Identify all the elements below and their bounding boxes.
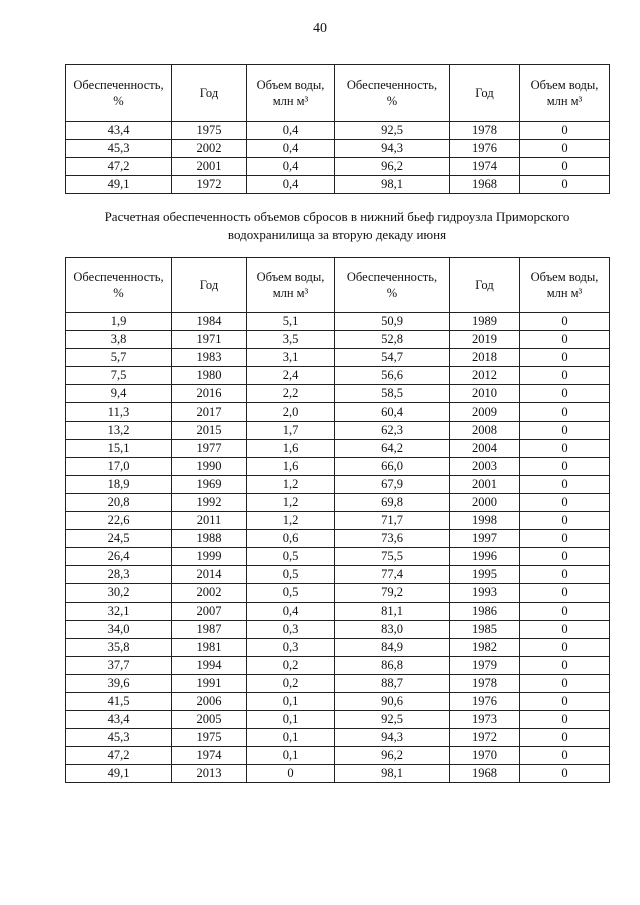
cell-provision: 96,2: [335, 747, 450, 765]
table-row: [66, 765, 610, 783]
cell-provision: 9,4: [66, 385, 172, 403]
cell-year: 1985: [450, 620, 520, 638]
cell-year: 1986: [450, 602, 520, 620]
table-row: [66, 674, 610, 692]
table-row: [66, 566, 610, 584]
cell-volume: 0,2: [247, 656, 335, 674]
table-row: [66, 620, 610, 638]
table-row: [66, 403, 610, 421]
cell-provision: 11,3: [66, 403, 172, 421]
cell-volume: 0,1: [247, 711, 335, 729]
cell-volume: 0: [520, 512, 610, 530]
cell-year: 2014: [172, 566, 247, 584]
cell-provision: 43,4: [66, 122, 172, 140]
table-row: [66, 122, 610, 140]
cell-year: 1992: [172, 493, 247, 511]
header-year: Год: [450, 65, 520, 122]
table-body: [66, 122, 610, 194]
cell-year: 1971: [172, 331, 247, 349]
cell-volume: 0: [520, 475, 610, 493]
header-provision: Обеспеченность, %: [335, 258, 450, 313]
cell-volume: 0,2: [247, 674, 335, 692]
cell-provision: 32,1: [66, 602, 172, 620]
table-caption: [65, 208, 609, 244]
cell-volume: 0,6: [247, 530, 335, 548]
cell-year: 2003: [450, 457, 520, 475]
cell-year: 1980: [172, 367, 247, 385]
cell-provision: 15,1: [66, 439, 172, 457]
table-header-row: [66, 258, 610, 313]
cell-year: 2002: [172, 140, 247, 158]
cell-year: 2011: [172, 512, 247, 530]
cell-provision: 35,8: [66, 638, 172, 656]
cell-volume: 0,4: [247, 158, 335, 176]
cell-provision: 3,8: [66, 331, 172, 349]
cell-provision: 73,6: [335, 530, 450, 548]
cell-volume: 0: [520, 493, 610, 511]
cell-provision: 98,1: [335, 765, 450, 783]
cell-year: 2000: [450, 493, 520, 511]
page-number: 40: [313, 21, 327, 36]
cell-year: 1995: [450, 566, 520, 584]
table-row: [66, 349, 610, 367]
cell-volume: 0,4: [247, 122, 335, 140]
table-row: [66, 692, 610, 710]
cell-year: 2018: [450, 349, 520, 367]
cell-provision: 1,9: [66, 313, 172, 331]
cell-provision: 17,0: [66, 457, 172, 475]
header-volume: Объем воды, млн м³: [247, 258, 335, 313]
caption-line: Расчетная обеспеченность объемов сбросов в нижний бьеф гидроузла Приморского: [104, 209, 570, 224]
cell-volume: 0: [520, 439, 610, 457]
cell-volume: 0: [520, 313, 610, 331]
cell-volume: 0: [520, 530, 610, 548]
cell-year: 1978: [450, 674, 520, 692]
cell-volume: 0,4: [247, 140, 335, 158]
cell-year: 1975: [172, 122, 247, 140]
cell-provision: 43,4: [66, 711, 172, 729]
cell-provision: 45,3: [66, 140, 172, 158]
cell-year: 2005: [172, 711, 247, 729]
cell-volume: 0: [520, 566, 610, 584]
cell-year: 1974: [172, 747, 247, 765]
cell-provision: 79,2: [335, 584, 450, 602]
cell-volume: 0: [247, 765, 335, 783]
cell-year: 1999: [172, 548, 247, 566]
cell-provision: 62,3: [335, 421, 450, 439]
cell-year: 1998: [450, 512, 520, 530]
cell-year: 1968: [450, 176, 520, 194]
cell-year: 1972: [172, 176, 247, 194]
cell-volume: 0: [520, 403, 610, 421]
table-row: [66, 385, 610, 403]
cell-volume: 0: [520, 620, 610, 638]
cell-volume: 0: [520, 548, 610, 566]
header-volume: Объем воды, млн м³: [520, 65, 610, 122]
provision-table-2: [65, 257, 610, 783]
cell-provision: 98,1: [335, 176, 450, 194]
cell-provision: 64,2: [335, 439, 450, 457]
cell-provision: 52,8: [335, 331, 450, 349]
cell-provision: 88,7: [335, 674, 450, 692]
cell-provision: 60,4: [335, 403, 450, 421]
cell-volume: 3,5: [247, 331, 335, 349]
cell-volume: 0,5: [247, 548, 335, 566]
cell-provision: 90,6: [335, 692, 450, 710]
cell-provision: 86,8: [335, 656, 450, 674]
cell-provision: 20,8: [66, 493, 172, 511]
cell-year: 1969: [172, 475, 247, 493]
cell-volume: 0: [520, 457, 610, 475]
cell-year: 1988: [172, 530, 247, 548]
cell-provision: 34,0: [66, 620, 172, 638]
cell-provision: 47,2: [66, 158, 172, 176]
cell-volume: 0: [520, 602, 610, 620]
table-row: [66, 584, 610, 602]
header-provision: Обеспеченность, %: [66, 65, 172, 122]
cell-volume: 0: [520, 765, 610, 783]
cell-year: 2006: [172, 692, 247, 710]
cell-year: 2009: [450, 403, 520, 421]
header-provision: Обеспеченность, %: [335, 65, 450, 122]
cell-provision: 18,9: [66, 475, 172, 493]
cell-year: 1991: [172, 674, 247, 692]
cell-provision: 94,3: [335, 140, 450, 158]
table-body: [66, 313, 610, 783]
cell-volume: 1,7: [247, 421, 335, 439]
cell-year: 1993: [450, 584, 520, 602]
cell-provision: 66,0: [335, 457, 450, 475]
cell-provision: 49,1: [66, 765, 172, 783]
caption-line: водохранилища за вторую декаду июня: [227, 227, 447, 242]
cell-volume: 0: [520, 729, 610, 747]
cell-year: 1996: [450, 548, 520, 566]
cell-volume: 0: [520, 176, 610, 194]
header-volume: Объем воды, млн м³: [247, 65, 335, 122]
cell-volume: 3,1: [247, 349, 335, 367]
table-row: [66, 331, 610, 349]
table-row: [66, 602, 610, 620]
cell-provision: 5,7: [66, 349, 172, 367]
cell-volume: 0,3: [247, 620, 335, 638]
cell-provision: 45,3: [66, 729, 172, 747]
cell-year: 2010: [450, 385, 520, 403]
cell-provision: 39,6: [66, 674, 172, 692]
table-row: [66, 439, 610, 457]
cell-year: 2001: [172, 158, 247, 176]
cell-year: 2015: [172, 421, 247, 439]
cell-provision: 7,5: [66, 367, 172, 385]
cell-year: 1977: [172, 439, 247, 457]
cell-year: 2004: [450, 439, 520, 457]
table-row: [66, 512, 610, 530]
cell-provision: 24,5: [66, 530, 172, 548]
cell-year: 1972: [450, 729, 520, 747]
cell-volume: 0,4: [247, 176, 335, 194]
cell-volume: 1,2: [247, 512, 335, 530]
cell-provision: 49,1: [66, 176, 172, 194]
cell-year: 1973: [450, 711, 520, 729]
cell-volume: 1,2: [247, 475, 335, 493]
cell-volume: 0,1: [247, 692, 335, 710]
cell-year: 2008: [450, 421, 520, 439]
cell-provision: 81,1: [335, 602, 450, 620]
cell-year: 2013: [172, 765, 247, 783]
cell-volume: 0: [520, 711, 610, 729]
cell-year: 1976: [450, 692, 520, 710]
header-year: Год: [450, 258, 520, 313]
cell-provision: 92,5: [335, 711, 450, 729]
table-row: [66, 711, 610, 729]
table-row: [66, 367, 610, 385]
cell-volume: 0,1: [247, 747, 335, 765]
cell-volume: 0: [520, 638, 610, 656]
header-provision: Обеспеченность, %: [66, 258, 172, 313]
cell-provision: 71,7: [335, 512, 450, 530]
cell-year: 1990: [172, 457, 247, 475]
cell-year: 2012: [450, 367, 520, 385]
cell-year: 2017: [172, 403, 247, 421]
cell-year: 1987: [172, 620, 247, 638]
cell-provision: 58,5: [335, 385, 450, 403]
cell-year: 1983: [172, 349, 247, 367]
cell-year: 1979: [450, 656, 520, 674]
cell-provision: 54,7: [335, 349, 450, 367]
cell-volume: 1,6: [247, 439, 335, 457]
table-row: [66, 548, 610, 566]
table-row: [66, 176, 610, 194]
cell-volume: 0: [520, 331, 610, 349]
cell-volume: 1,2: [247, 493, 335, 511]
cell-year: 2007: [172, 602, 247, 620]
cell-volume: 0: [520, 367, 610, 385]
cell-year: 1989: [450, 313, 520, 331]
cell-volume: 5,1: [247, 313, 335, 331]
cell-year: 1984: [172, 313, 247, 331]
cell-provision: 96,2: [335, 158, 450, 176]
cell-volume: 0: [520, 747, 610, 765]
cell-year: 1997: [450, 530, 520, 548]
header-volume: Объем воды, млн м³: [520, 258, 610, 313]
cell-provision: 83,0: [335, 620, 450, 638]
cell-year: 2001: [450, 475, 520, 493]
cell-volume: 0: [520, 674, 610, 692]
cell-volume: 0: [520, 421, 610, 439]
cell-volume: 0,3: [247, 638, 335, 656]
table-row: [66, 530, 610, 548]
table-row: [66, 638, 610, 656]
cell-provision: 56,6: [335, 367, 450, 385]
cell-year: 2016: [172, 385, 247, 403]
cell-volume: 0,5: [247, 584, 335, 602]
cell-year: 2019: [450, 331, 520, 349]
table-row: [66, 421, 610, 439]
cell-volume: 0: [520, 692, 610, 710]
cell-year: 1975: [172, 729, 247, 747]
cell-provision: 47,2: [66, 747, 172, 765]
cell-provision: 50,9: [335, 313, 450, 331]
cell-volume: 0: [520, 584, 610, 602]
cell-provision: 92,5: [335, 122, 450, 140]
header-year: Год: [172, 65, 247, 122]
cell-provision: 67,9: [335, 475, 450, 493]
cell-volume: 2,4: [247, 367, 335, 385]
cell-year: 1981: [172, 638, 247, 656]
cell-year: 1970: [450, 747, 520, 765]
table-row: [66, 493, 610, 511]
cell-volume: 1,6: [247, 457, 335, 475]
cell-year: 1978: [450, 122, 520, 140]
table-row: [66, 475, 610, 493]
cell-provision: 26,4: [66, 548, 172, 566]
cell-volume: 0: [520, 349, 610, 367]
table-row: [66, 158, 610, 176]
table-row: [66, 747, 610, 765]
cell-provision: 77,4: [335, 566, 450, 584]
cell-volume: 0,1: [247, 729, 335, 747]
table-row: [66, 729, 610, 747]
cell-year: 1968: [450, 765, 520, 783]
table-row: [66, 656, 610, 674]
cell-volume: 0: [520, 656, 610, 674]
cell-provision: 37,7: [66, 656, 172, 674]
cell-volume: 0: [520, 158, 610, 176]
cell-provision: 13,2: [66, 421, 172, 439]
header-year: Год: [172, 258, 247, 313]
cell-provision: 41,5: [66, 692, 172, 710]
cell-year: 1982: [450, 638, 520, 656]
table-row: [66, 140, 610, 158]
cell-provision: 69,8: [335, 493, 450, 511]
cell-year: 1976: [450, 140, 520, 158]
cell-year: 1974: [450, 158, 520, 176]
table-row: [66, 457, 610, 475]
cell-volume: 0: [520, 122, 610, 140]
cell-year: 1994: [172, 656, 247, 674]
cell-volume: 0: [520, 140, 610, 158]
cell-volume: 2,2: [247, 385, 335, 403]
cell-provision: 22,6: [66, 512, 172, 530]
cell-year: 2002: [172, 584, 247, 602]
cell-provision: 28,3: [66, 566, 172, 584]
cell-volume: 0,4: [247, 602, 335, 620]
provision-table-1: [65, 64, 610, 194]
cell-provision: 94,3: [335, 729, 450, 747]
cell-volume: 0: [520, 385, 610, 403]
cell-provision: 75,5: [335, 548, 450, 566]
table-header-row: [66, 65, 610, 122]
cell-provision: 84,9: [335, 638, 450, 656]
table-row: [66, 313, 610, 331]
cell-volume: 2,0: [247, 403, 335, 421]
cell-volume: 0,5: [247, 566, 335, 584]
cell-provision: 30,2: [66, 584, 172, 602]
